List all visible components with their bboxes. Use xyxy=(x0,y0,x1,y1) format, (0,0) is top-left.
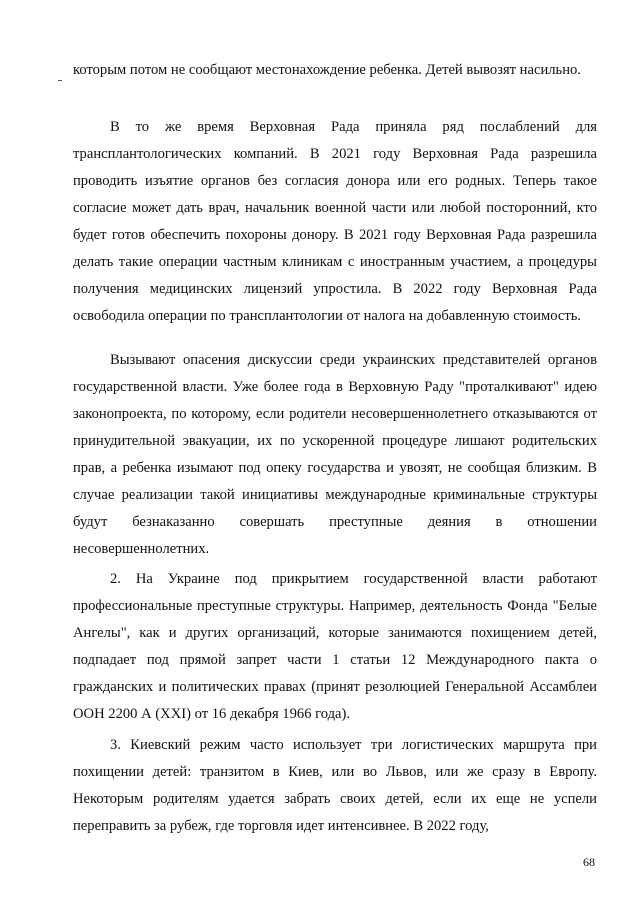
paragraph-continuation xyxy=(73,57,597,84)
scan-artifact xyxy=(58,80,62,81)
paragraph-text: которым потом не сообщают местонахождение ребенка. Детей вывозят насильно. xyxy=(73,62,581,78)
paragraph-text: Вызывают опасения дискуссии среди украинских представителей органов государственной власти. Уже более года в Верховную Раду "проталкивают" идею законопроекта, по которому, если родители несовершеннолетнего отказываются от принудительной эвакуации, их по ускоренной процедуре лишают родительских прав, а ребенка изымают под опеку государства и увозят, не сообщая близким. В случае реализации такой инициативы международные криминальные структуры будут безнаказанно совершать преступные деяния в отношении несовершеннолетних. xyxy=(73,352,597,557)
paragraph-discussion xyxy=(73,347,597,563)
paragraph-text: В то же время Верховная Рада приняла ряд послаблений для трансплантологических компаний. В 2021 году Верховная Рада разрешила проводить изъятие органов без согласия донора или его родных. Теперь такое согласие может дать врач, начальник военной части или любой посторонний, кто будет готов обеспечить похороны донору. В 2021 году Верховная Рада разрешила делать такие операции частным клиникам с иностранным участием, а процедуры получения медицинских лицензий упростила. В 2022 году Верховная Рада освободила операции по трансплантологии от налога на добавленную стоимость. xyxy=(73,119,597,324)
paragraph-transplant-law xyxy=(73,114,597,330)
paragraph-text: 3. Киевский режим часто использует три логистических маршрута при похищении детей: транзитом в Киев, или во Львов, или же сразу в Европу. Некоторым родителям удается забрать своих детей, если их еще не успели переправить за рубеж, где торговля идет интенсивнее. В 2022 году, xyxy=(73,737,597,834)
paragraph-text: 2. На Украине под прикрытием государственной власти работают профессиональные преступные структуры. Например, деятельность Фонда "Белые Ангелы", как и других организаций, которые занимаются похищением детей, подпадает под прямой запрет части 1 статьи 12 Международного пакта о гражданских и политических правах (принят резолюцией Генеральной Ассамблеи ООН 2200 А (XXI) от 16 декабря 1966 года). xyxy=(73,571,597,722)
page-number: 68 xyxy=(583,855,595,869)
paragraph-item-3 xyxy=(73,732,597,840)
paragraph-item-2 xyxy=(73,566,597,728)
